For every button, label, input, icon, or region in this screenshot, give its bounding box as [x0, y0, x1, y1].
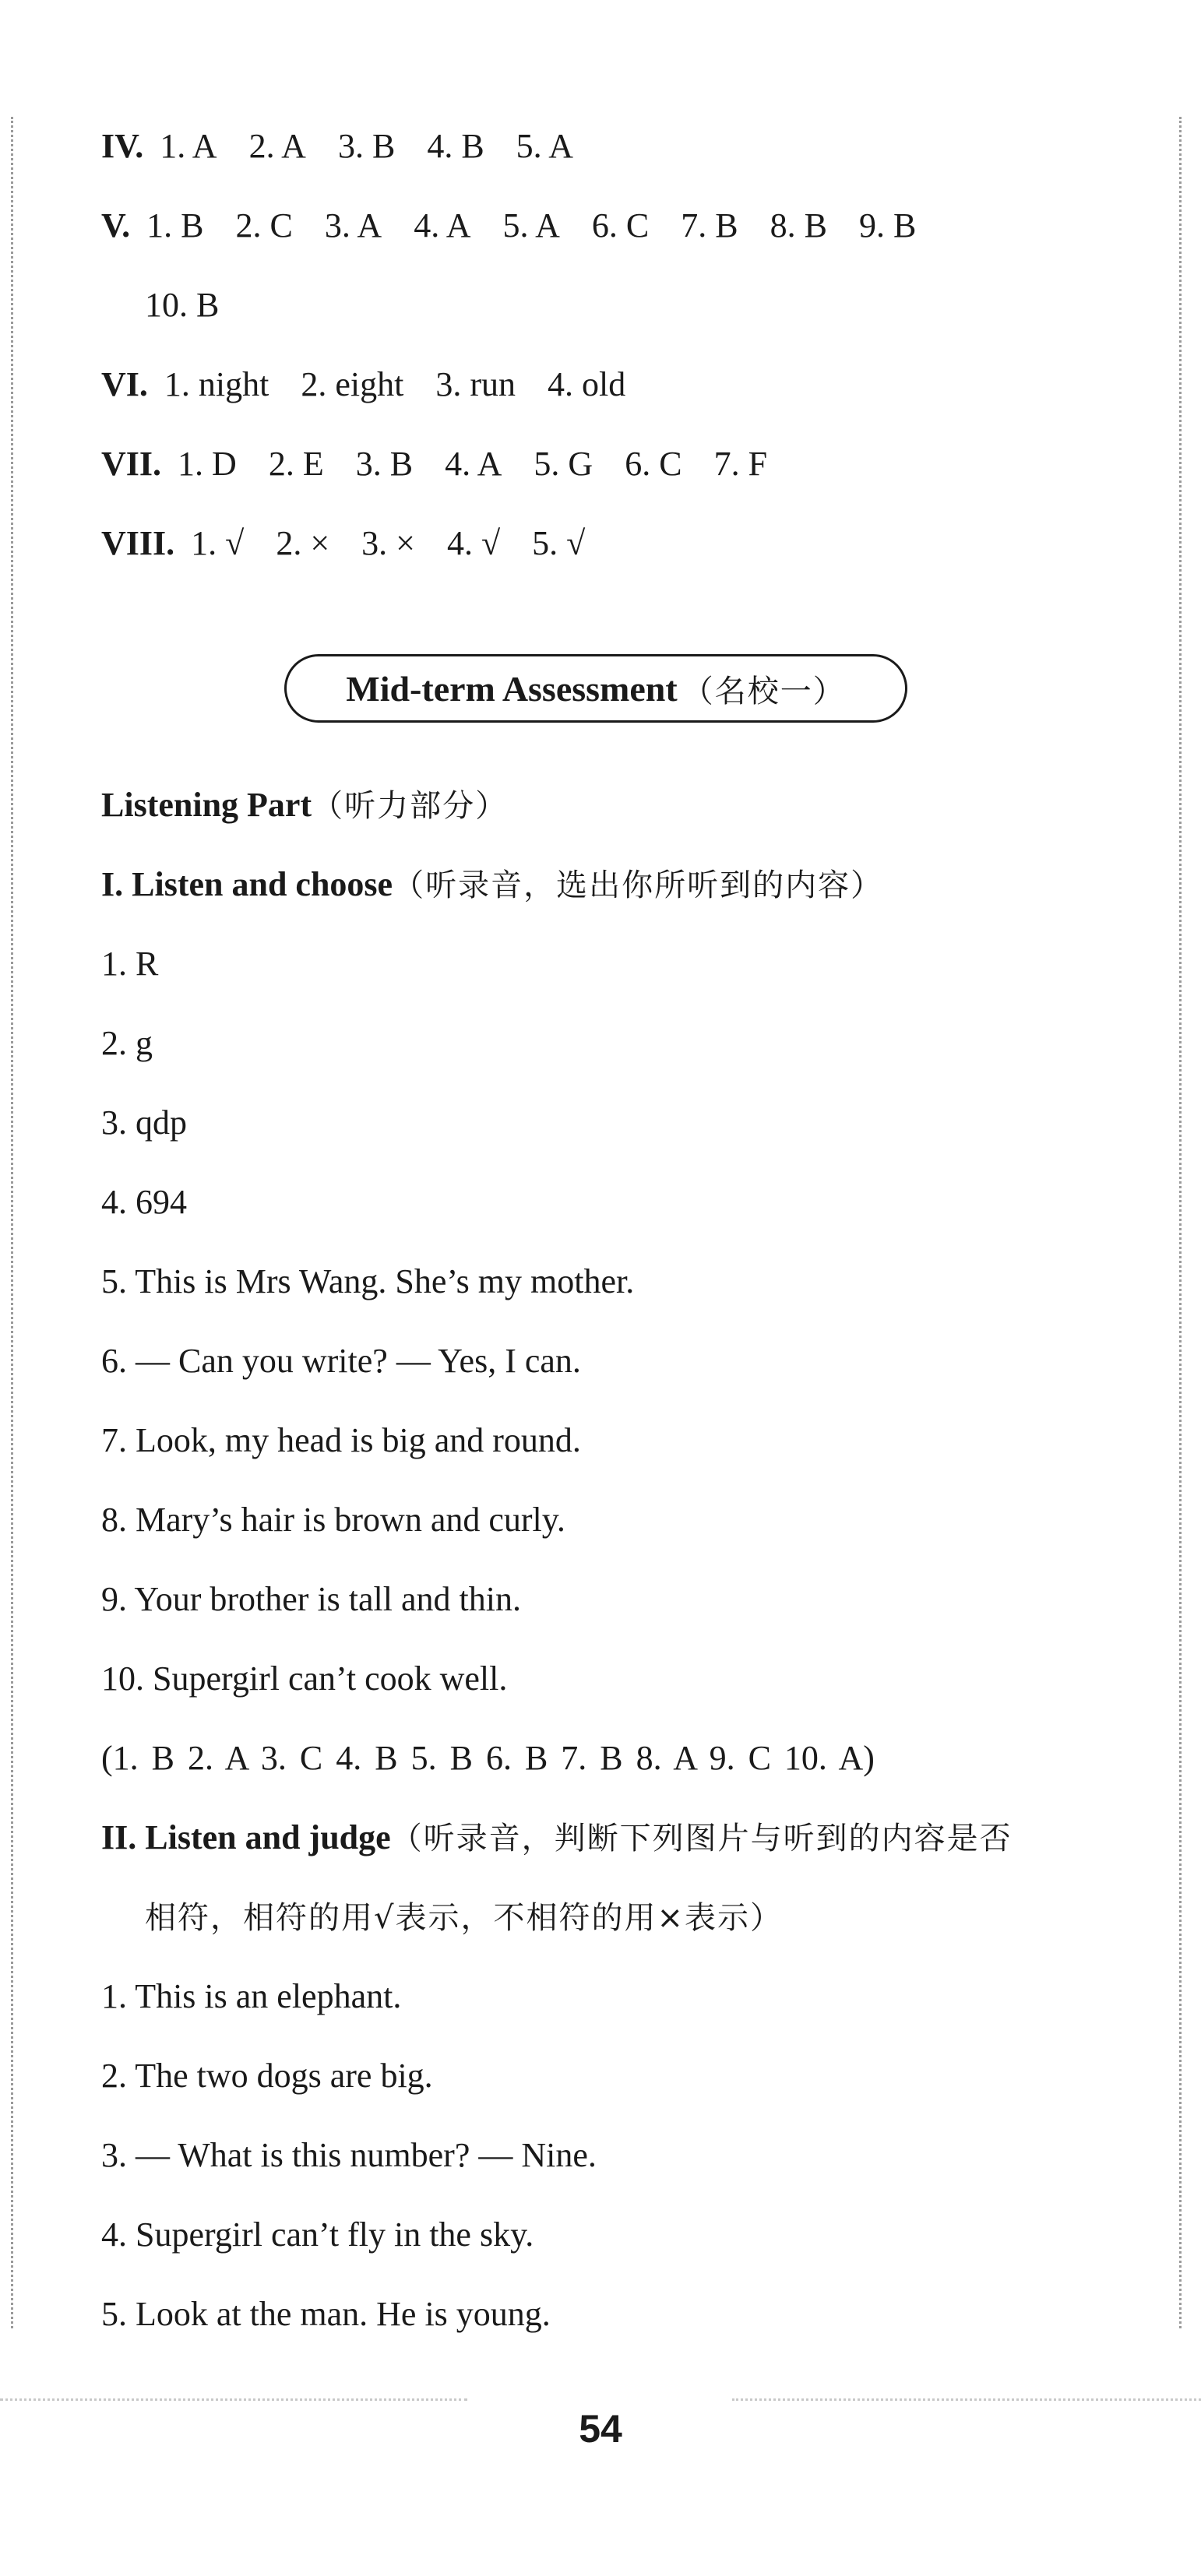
answer-row-vi — [101, 361, 625, 408]
answer-item: 5. A — [502, 206, 560, 245]
answer-item: 4. √ — [446, 524, 501, 562]
list-item: 3. — What is this number? — Nine. — [101, 2136, 597, 2174]
assessment-title: Mid-term Assessment — [346, 668, 678, 709]
answer-item: 2. E — [268, 445, 324, 483]
list-item: 4. Supergirl can’t fly in the sky. — [101, 2215, 534, 2254]
answer-item: 7. F — [713, 445, 768, 483]
answer-item: 1. D — [178, 445, 237, 483]
list-item: 4. 694 — [101, 1183, 187, 1221]
section-i-heading — [101, 861, 883, 909]
listening-part-heading — [101, 782, 508, 829]
footer-divider-right — [732, 2398, 1201, 2401]
roman-label: VII. — [101, 445, 162, 483]
answer-item: 1. night — [164, 365, 269, 403]
footer-divider-left — [0, 2398, 467, 2401]
roman-label: IV. — [101, 127, 144, 165]
answer-item: 1. √ — [191, 524, 245, 562]
answer-item: 10. B — [145, 286, 220, 324]
roman-label: VI. — [101, 365, 148, 403]
roman-label: VIII. — [101, 524, 175, 562]
answer-item: 3. B — [337, 127, 396, 165]
section-title: II. Listen and judge — [101, 1818, 391, 1856]
page-number: 54 — [579, 2407, 622, 2451]
answer-item: 7. B — [681, 206, 738, 245]
section-ii-heading — [101, 1814, 1013, 1862]
answer-item: 5. A — [516, 127, 574, 165]
answer-item: 2. C — [235, 206, 293, 245]
answer-item: 4. old — [548, 365, 626, 403]
section-title-cn: （听录音，选出你所听到的内容） — [393, 867, 884, 903]
answer-item: 3. A — [324, 206, 382, 245]
answer-item: 6. C — [625, 445, 682, 483]
list-item: 5. This is Mrs Wang. She’s my mother. — [101, 1262, 635, 1300]
section-i-answer-key: (1. B 2. A 3. C 4. B 5. B 6. B 7. B 8. A 9. C 10. A) — [101, 1739, 875, 1777]
answer-item: 3. B — [355, 445, 414, 483]
answer-row-iv — [101, 123, 573, 170]
list-item: 2. The two dogs are big. — [101, 2057, 433, 2095]
answer-item: 2. A — [248, 127, 306, 165]
list-item: 3. qdp — [101, 1103, 187, 1142]
section-title: I. Listen and choose — [101, 865, 393, 903]
list-item: 9. Your brother is tall and thin. — [101, 1580, 521, 1618]
answer-item: 4. A — [414, 206, 471, 245]
list-item: 6. — Can you write? — Yes, I can. — [101, 1342, 581, 1380]
answer-item: 3. × — [361, 524, 415, 562]
list-item: 2. g — [101, 1024, 153, 1062]
answer-row-v-continued — [145, 282, 219, 329]
answer-item: 8. B — [770, 206, 827, 245]
right-margin-dotted-line — [1179, 117, 1182, 2328]
answer-item: 1. B — [146, 206, 204, 245]
answer-item: 6. C — [591, 206, 650, 245]
listening-part-title-cn: （听力部分） — [312, 788, 509, 824]
answer-item: 5. G — [534, 445, 593, 483]
answer-row-viii — [101, 520, 585, 567]
roman-label: V. — [101, 206, 131, 245]
section-title-cn: （听录音，判断下列图片与听到的内容是否 — [390, 1821, 1013, 1856]
section-ii-heading-continued — [145, 1894, 783, 1941]
answer-item: 4. B — [427, 127, 484, 165]
listening-part-title: Listening Part — [101, 786, 312, 824]
answer-item: 4. A — [445, 445, 502, 483]
assessment-title-cn: （名校一） — [682, 673, 846, 709]
list-item: 8. Mary’s hair is brown and curly. — [101, 1501, 565, 1539]
list-item: 10. Supergirl can’t cook well. — [101, 1659, 508, 1698]
answer-row-v — [101, 202, 916, 249]
left-margin-dotted-line — [11, 117, 13, 2328]
answer-item: 2. × — [276, 524, 330, 562]
answer-item: 2. eight — [301, 365, 404, 403]
list-item: 1. This is an elephant. — [101, 1977, 402, 2015]
section-title-cn: 相符，相符的用√表示，不相符的用×表示） — [145, 1900, 784, 1936]
list-item: 7. Look, my head is big and round. — [101, 1421, 581, 1459]
assessment-title-box — [284, 654, 907, 723]
answer-item: 3. run — [435, 365, 516, 403]
answer-item: 1. A — [160, 127, 217, 165]
answer-item: 9. B — [858, 206, 917, 245]
list-item: 1. R — [101, 945, 159, 983]
answer-item: 5. √ — [532, 524, 586, 562]
answer-row-vii — [101, 441, 767, 487]
list-item: 5. Look at the man. He is young. — [101, 2295, 551, 2333]
